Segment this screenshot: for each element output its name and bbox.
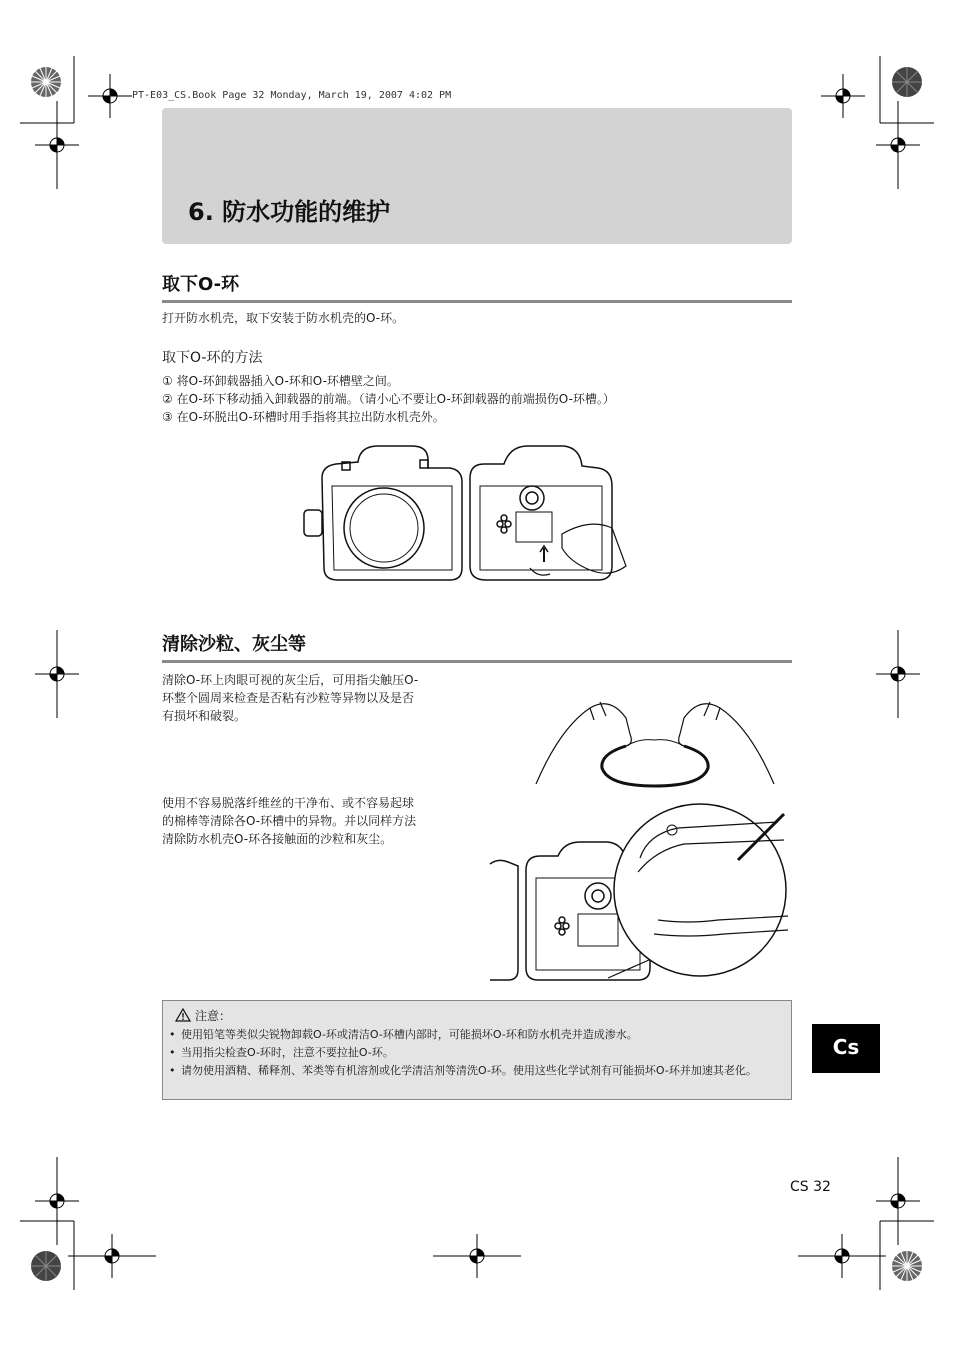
chapter-title-box [162,108,792,244]
caution-list [169,1027,781,1081]
warning-triangle-icon [175,1008,191,1025]
book-header-line: PT-E03_CS.Book Page 32 Monday, March 19, 2007 4:02 PM [132,90,452,101]
caution-title: 注意： [195,1009,232,1023]
chapter-title: 6. 防水功能的维护 [188,198,391,226]
caution-box [162,1000,792,1100]
groove-cleaning-illustration [488,800,788,984]
para1-line: 清除O-环上肉眼可视的灰尘后，可用指尖触压O- [162,673,419,687]
section-heading-remove-oring: 取下O-环 [162,270,792,303]
housing-open-illustration [300,438,630,586]
section2-para1 [162,671,472,725]
steps-list [162,372,615,426]
para1-line: 有损坏和破裂。 [162,709,247,723]
section2-para2 [162,794,472,848]
step-item: ③ 在O-环脱出O-环槽时用手指将其拉出防水机壳外。 [162,410,445,424]
step-item: ② 在O-环下移动插入卸载器的前端。（请小心不要让O-环卸载器的前端损伤O-环槽。） [162,392,615,406]
para2-line: 使用不容易脱落纤维丝的干净布、或不容易起球 [162,796,415,810]
page-number: CS 32 [790,1179,831,1195]
caution-item: • 请勿使用酒精、稀释剂、苯类等有机溶剂或化学清洁剂等清洗O-环。使用这些化学试剂有可能损坏O-环并加速其老化。 [169,1063,781,1078]
oring-check-illustration [530,688,780,788]
step-item: ① 将O-环卸载器插入O-环和O-环槽壁之间。 [162,374,399,388]
para2-line: 清除防水机壳O-环各接触面的沙粒和灰尘。 [162,832,393,846]
caution-item: • 当用指尖检查O-环时，注意不要拉扯O-环。 [169,1045,781,1060]
section-heading-clean: 清除沙粒、灰尘等 [162,630,792,663]
language-tab: Cs [812,1024,880,1073]
caution-item: • 使用铅笔等类似尖锐物卸载O-环或清洁O-环槽内部时，可能损坏O-环和防水机壳并造成渗水。 [169,1027,781,1042]
caution-title-row [175,1007,231,1025]
para1-line: 环整个圆周来检查是否粘有沙粒等异物以及是否 [162,691,415,705]
section1-intro: 打开防水机壳，取下安装于防水机壳的O-环。 [162,311,405,325]
method-heading: 取下O-环的方法 [162,350,263,366]
para2-line: 的棉棒等清除各O-环槽中的异物。并以同样方法 [162,814,417,828]
